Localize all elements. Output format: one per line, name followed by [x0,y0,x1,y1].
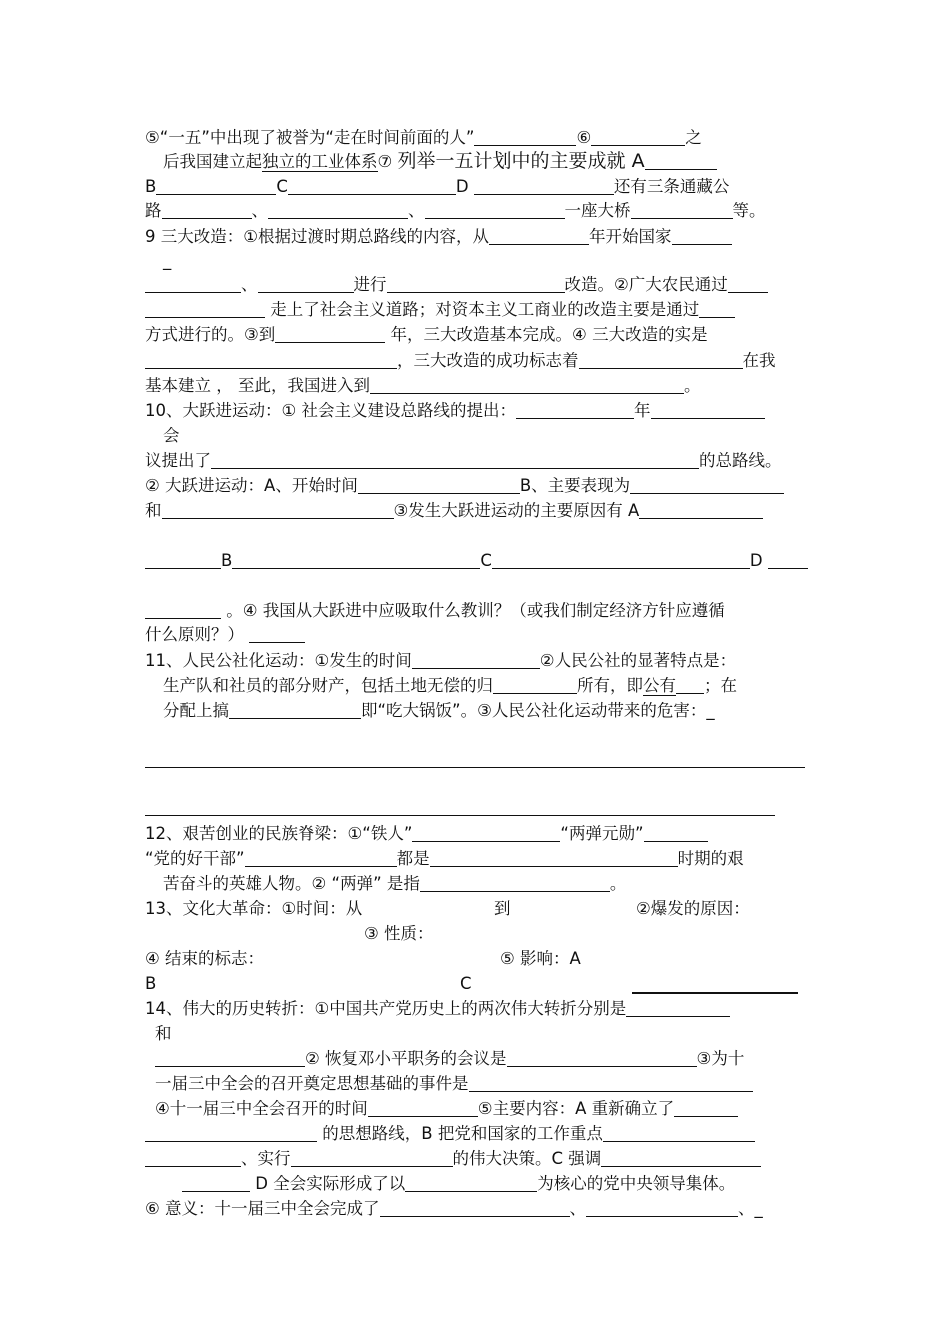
text: 13、文化大革命：①时间：从 [145,899,363,918]
line-16 [145,500,763,522]
blank[interactable] [145,551,221,569]
blank[interactable] [249,625,305,643]
blank[interactable] [601,1149,761,1167]
blank[interactable] [211,451,699,469]
text: 等。 [732,201,766,220]
text: B、主要表现为 [519,476,631,495]
line-25 [163,873,626,895]
blank[interactable] [412,824,560,842]
text: 改造。②广大农民通过 [564,275,728,294]
text: ③为十 [696,1049,745,1068]
text: 后我国建立起 [163,152,262,171]
line-34 [155,1098,738,1120]
line-26 [145,898,362,920]
text: 什么原则？） [145,625,244,644]
blank[interactable] [229,701,361,719]
blank[interactable] [245,849,397,867]
text: ⑥ 意义：十一届三中全会完成了 [145,1199,380,1218]
text: 苦奋斗的英雄人物。② “两弹” 是指 [163,874,420,893]
blank[interactable] [412,651,540,669]
text: 生产队和社员的部分财产，包括土地无偿的归 [163,676,493,695]
line-31 [155,1023,172,1045]
text: 。 [684,376,701,395]
line-27 [364,923,434,945]
text: 10、大跃进运动：① 社会主义建设总路线的提出： [145,401,517,420]
blank[interactable] [258,275,354,293]
blank[interactable] [474,177,614,195]
text: 12、艰苦创业的民族脊梁：①“铁人” [145,824,413,843]
text: B [145,177,157,196]
line-22 [163,700,715,722]
blank[interactable] [145,1124,317,1142]
text: ③发生大跃进运动的主要原因有 A [393,501,640,520]
line-37 [182,1173,735,1195]
text: 9 三大改造：①根据过渡时期总路线的内容，从 [145,227,490,246]
blank[interactable] [156,177,276,195]
text: ；在 [704,676,737,695]
answer-line[interactable] [632,992,798,994]
blank[interactable] [586,1199,738,1217]
blank[interactable] [644,824,708,842]
line-5 [145,226,732,248]
text: 一届三中全会的召开奠定思想基础的事件是 [155,1074,469,1093]
text: 和 [145,501,162,520]
underlined-text: 独立的工业体系 [262,152,378,171]
line-33 [155,1073,753,1095]
blank[interactable] [768,551,808,569]
text: 路 [145,201,162,220]
line-6 [163,250,171,272]
text: 11、人民公社化运动：①发生的时间 [145,651,412,670]
text: ，三大改造的成功标志着 [397,351,579,370]
text: “两弹元勋” [560,824,644,843]
line-17 [145,550,808,572]
text: 基本建立 ， 至此，我国进入到 [145,376,370,395]
text: 、 [251,201,268,220]
line-35 [145,1123,755,1145]
text: _ [706,701,715,720]
text: 分配上搞 [163,701,229,720]
blank[interactable] [651,401,765,419]
text: 议提出了 [145,451,211,470]
line-8 [145,299,735,321]
blank[interactable] [645,152,717,170]
line-30 [145,998,730,1020]
text: ⑥ [576,128,592,147]
text: 的思想路线，B 把党和国家的工作重点 [322,1124,603,1143]
text: 、_ [738,1199,763,1218]
blank[interactable] [268,201,408,219]
answer-line[interactable] [145,767,805,768]
line-26-mid [494,898,511,920]
text: 。 [609,874,627,893]
line-23 [145,823,708,845]
text: 走上了社会主义道路；对资本主义工商业的改造主要是通过 [270,300,700,319]
text: 、 [241,275,258,294]
blank[interactable] [288,177,456,195]
line-9 [145,324,708,346]
text: C [460,974,472,993]
blank[interactable] [232,551,480,569]
text: 还有三条通藏公 [613,177,730,196]
blank[interactable] [493,676,577,694]
line-29-right [460,973,472,995]
line-32 [155,1048,744,1070]
text: 列举一五计划中的主要成就 A [397,150,645,172]
blank[interactable] [676,676,704,694]
text: 在我 [742,351,776,370]
blank[interactable] [630,476,784,494]
text: 的伟大决策。C 强调 [452,1149,602,1168]
text: 到 [494,899,511,918]
text: “党的好干部” [145,849,245,868]
line-13 [163,425,180,447]
blank[interactable] [162,201,252,219]
text: ②人民公社的显著特点是： [539,651,737,670]
text: B [145,974,157,993]
blank[interactable] [145,1149,241,1167]
underlined-text: 公有 [643,676,676,695]
blank[interactable] [430,849,678,867]
blank[interactable] [145,275,241,293]
line-12 [145,400,765,422]
text: 方式进行的。③到 [145,325,276,344]
blank[interactable] [358,476,520,494]
text: 年，三大改造基本完成。④ 三大改造的实是 [390,325,708,344]
text: ③ 性质： [364,924,434,943]
blank[interactable] [368,1099,478,1117]
text: ⑦ [377,152,393,171]
text: D [455,177,469,196]
text: 一座大桥 [564,201,631,220]
text: ④ 结束的标志： [145,949,265,968]
blank[interactable] [603,1124,755,1142]
text: 年 [634,401,651,420]
blank[interactable] [674,1099,738,1117]
blank[interactable] [489,227,589,245]
text: ② 大跃进运动：A、开始时间 [145,476,358,495]
line-24 [145,848,744,870]
text: 时期的艰 [677,849,744,868]
blank[interactable] [275,325,385,343]
blank[interactable] [162,501,394,519]
blank[interactable] [420,874,610,892]
blank[interactable] [291,1149,453,1167]
text: D 全会实际形成了以 [255,1174,406,1193]
line-26-right [636,898,750,920]
line-21 [163,675,737,697]
line-3 [145,176,729,198]
text: 年开始国家 [589,227,672,246]
blank[interactable] [387,275,565,293]
blank[interactable] [492,551,750,569]
text: 和 [155,1024,172,1043]
line-36 [145,1148,761,1170]
text: ⑤ 影响：A [500,949,581,968]
line-15 [145,475,784,497]
line-2 [163,150,717,173]
line-11 [145,375,701,397]
text: 所有，即 [577,676,643,695]
text: ④十一届三中全会召开的时间 [155,1099,368,1118]
blank[interactable] [145,351,397,369]
blank[interactable] [405,1174,537,1192]
text: ⑤主要内容：A 重新确立了 [477,1099,675,1118]
text: 之 [685,128,702,147]
text: ② 恢复邓小平职务的会议是 [305,1049,507,1068]
blank[interactable] [155,1049,305,1067]
blank[interactable] [579,351,743,369]
blank[interactable] [425,201,565,219]
blank[interactable] [591,128,685,146]
blank[interactable] [182,1174,250,1192]
blank[interactable] [474,128,576,146]
blank[interactable] [469,1074,753,1092]
text: 都是 [396,849,430,868]
line-29 [145,973,156,995]
text: C [480,551,492,570]
text: 即“吃大锅饭”。③人民公社化运动带来的危害： [361,701,707,720]
blank[interactable] [145,300,265,318]
blank[interactable] [631,201,733,219]
line-19 [145,624,305,646]
text: 14、伟大的历史转折：①中国共产党历史上的两次伟大转折分别是 [145,999,627,1018]
text: B [221,551,233,570]
text: ⑤“一五”中出现了被誉为“走在时间前面的人” [145,128,475,147]
text: 、 [569,1199,587,1218]
line-7 [145,274,768,296]
blank[interactable] [145,601,221,619]
text: 、 [408,201,425,220]
blank[interactable] [370,376,684,394]
blank[interactable] [626,999,730,1017]
line-38 [145,1198,763,1220]
line-14 [145,450,782,472]
text: ②爆发的原因： [636,899,750,918]
answer-line[interactable] [145,815,775,816]
blank[interactable] [699,300,735,318]
line-28-right [500,948,581,970]
blank[interactable] [728,275,768,293]
text: 会 [163,426,180,445]
blank[interactable] [380,1199,570,1217]
line-18 [145,600,725,622]
blank[interactable] [672,227,732,245]
text: 的总路线。 [699,451,782,470]
text: _ [163,251,172,270]
line-4 [145,200,766,222]
blank[interactable] [507,1049,697,1067]
text: 为核心的党中央领导集体。 [537,1174,736,1193]
line-1 [145,127,702,149]
blank[interactable] [639,501,763,519]
text: 、实行 [241,1149,291,1168]
line-20 [145,650,736,672]
text: C [276,177,288,196]
text: 进行 [353,275,387,294]
text: D [749,551,763,570]
text: 。④ 我国从大跃进中应吸取什么教训？（或我们制定经济方针应遵循 [226,601,725,620]
blank[interactable] [516,401,634,419]
line-28 [145,948,264,970]
line-10 [145,350,776,372]
